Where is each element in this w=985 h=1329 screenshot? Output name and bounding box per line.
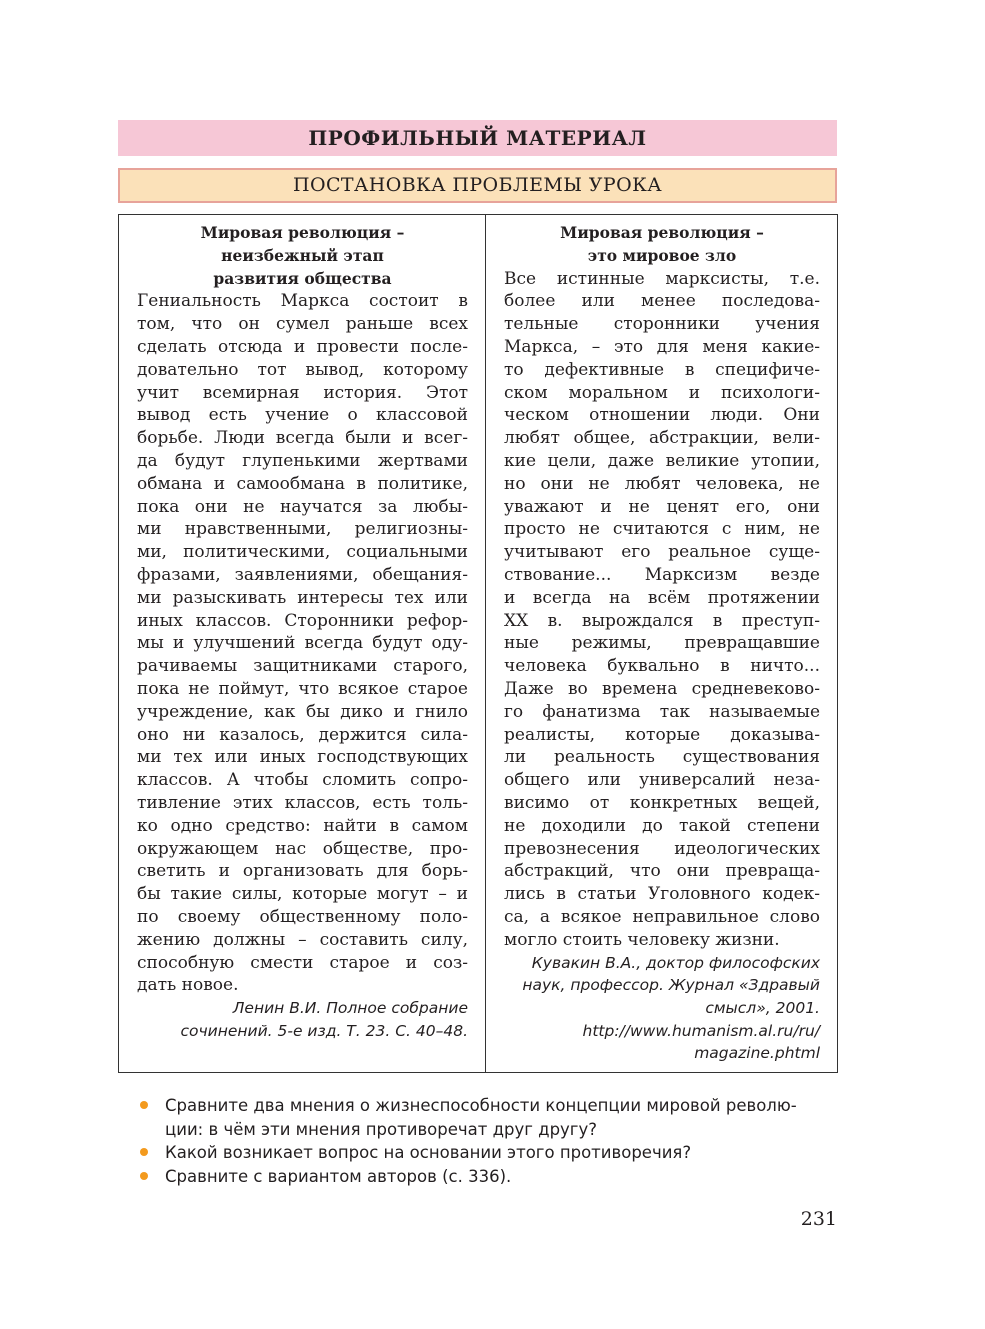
text-line: окружающем нас обществе, про- (137, 838, 468, 859)
text-line: пока они не научатся за любы- (137, 496, 468, 517)
citation-line: Ленин В.И. Полное собрание (232, 999, 468, 1018)
question-line: ции: в чём эти мнения противоречат друг другу? (165, 1119, 597, 1139)
text-line: Гениальность Маркса состоит в (137, 291, 468, 312)
question-text (165, 1165, 840, 1189)
text-line: человека буквально в ничто... (504, 656, 820, 677)
text-line: любят общее, абстракции, вели- (504, 428, 820, 449)
text-line: но они не любят человека, не (504, 473, 820, 494)
citation-line: наук, профессор. Журнал «Здравый (522, 976, 820, 995)
text-line: реалисты, которые доказыва- (504, 724, 820, 745)
citation-line: смысл», 2001. (705, 998, 820, 1017)
question-line: Сравните два мнения о жизнеспособности концепции мировой револю- (165, 1096, 797, 1115)
text-line: ли реальность существования (504, 747, 820, 768)
heading-line: Мировая революция – (200, 223, 405, 242)
question-text (165, 1094, 840, 1141)
text-line: лись в статьи Уголовного кодек- (504, 884, 820, 905)
comparison-table (118, 214, 838, 1073)
text-line: го фанатизма так называемые (504, 701, 820, 722)
text-line: учитывают его реальное суще- (504, 542, 820, 563)
heading-line: это мировое зло (587, 245, 737, 265)
question-line: Сравните с вариантом авторов (с. 336). (165, 1166, 512, 1186)
text-line: учреждение, как бы дико и гнило (137, 701, 468, 722)
lesson-problem-banner: ПОСТАНОВКА ПРОБЛЕМЫ УРОКА (118, 168, 837, 203)
text-line: кие цели, даже великие утопии, (504, 450, 820, 471)
text-line: уважают и не ценят его, они (504, 496, 820, 517)
bullet-icon (140, 1172, 148, 1180)
text-line: учит всемирная история. Этот (137, 382, 468, 403)
heading-line: Мировая революция – (560, 223, 764, 242)
right-column-heading (504, 222, 820, 268)
question-item (140, 1141, 840, 1165)
text-line: не доходили до такой степени (504, 815, 820, 836)
text-line: пока не поймут, что всякое старое (137, 678, 468, 699)
text-line: ко одно средство: найти в самом (137, 815, 468, 836)
text-line: классов. А чтобы сломить сопро- (137, 770, 468, 791)
profile-material-banner: ПРОФИЛЬНЫЙ МАТЕРИАЛ (118, 120, 837, 156)
text-line: том, что он сумел раньше всех (137, 314, 468, 335)
text-line: просто не считаются с ним, не (504, 519, 820, 540)
left-column-heading (137, 222, 468, 290)
question-text (165, 1141, 840, 1165)
text-line: ствование... Марксизм везде (504, 564, 820, 585)
text-line: светить и организовать для борь- (137, 861, 468, 882)
text-line: Маркса, – это для меня какие- (504, 336, 820, 357)
text-line: превознесения идеологических (504, 838, 820, 859)
text-line: ском моральном и психологи- (504, 382, 820, 403)
text-line: и всегда на всём протяжении (504, 587, 820, 608)
bullet-icon (140, 1101, 148, 1109)
text-line: фразами, заявлениями, обещания- (137, 564, 468, 585)
bullet-icon (140, 1148, 148, 1156)
text-line: ческом отношении люди. Они (504, 405, 820, 426)
question-item (140, 1165, 840, 1189)
question-line: Какой возникает вопрос на основании этого противоречия? (165, 1143, 692, 1162)
text-line: способную смести старое и соз- (137, 952, 468, 973)
text-line: общего или универсалий неза- (504, 770, 820, 791)
citation-line: Кувакин В.А., доктор философских (531, 953, 820, 972)
text-line: ми разыскивать интересы тех или (137, 587, 468, 608)
text-line: более или менее последова- (504, 291, 820, 312)
text-line: висимо от конкретных вещей, (504, 792, 820, 813)
text-line: ные режимы, превращавшие (504, 633, 820, 654)
text-line: бы такие силы, которые могут – и (137, 884, 468, 905)
text-line: оно ни казалось, держится сила- (137, 724, 468, 745)
text-line: са, а всякое неправильное слово (504, 906, 820, 927)
text-line: сделать отсюда и провести после- (137, 336, 468, 357)
heading-line: развития общества (213, 268, 392, 288)
text-line: вывод есть учение о классовой (137, 405, 468, 426)
text-line: по своему общественному поло- (137, 906, 468, 927)
text-line: жению должны – составить силу, (137, 929, 468, 950)
text-line: тельные сторонники учения (504, 314, 820, 335)
text-line: ми, политическими, социальными (137, 542, 468, 563)
questions-list (140, 1094, 840, 1188)
right-column-text (504, 268, 820, 952)
text-line: ми тех или иных господствующих (137, 747, 468, 768)
text-line: то дефективные в специфиче- (504, 359, 820, 380)
text-line: могло стоить человеку жизни. (504, 929, 780, 950)
text-line: рачиваемы защитниками старого, (137, 656, 468, 677)
right-column (486, 215, 837, 1072)
question-item (140, 1094, 840, 1141)
text-line: борьбе. Люди всегда были и всег- (137, 428, 468, 449)
text-line: Все истинные марксисты, т.е. (504, 268, 820, 289)
text-line: обмана и самообмана в политике, (137, 473, 468, 494)
page-number: 231 (800, 1208, 837, 1230)
text-line: Даже во времена средневеково- (504, 678, 820, 699)
left-column-citation (137, 997, 468, 1042)
heading-line: неизбежный этап (221, 245, 384, 265)
left-column-text (137, 290, 468, 997)
text-line: да будут глупенькими жертвами (137, 450, 468, 471)
text-line: иных классов. Сторонники рефор- (137, 610, 468, 631)
citation-line: magazine.phtml (694, 1044, 820, 1063)
citation-line: http://www.humanism.al.ru/ru/ (582, 1021, 820, 1040)
text-line: XX в. вырождался в преступ- (504, 610, 820, 631)
left-column (119, 215, 486, 1072)
right-column-citation (504, 952, 820, 1066)
text-line: тивление этих классов, есть толь- (137, 792, 468, 813)
text-line: ми нравственными, религиозны- (137, 519, 468, 540)
text-line: дать новое. (137, 975, 239, 996)
citation-line: сочинений. 5-е изд. Т. 23. С. 40–48. (180, 1021, 468, 1040)
text-line: мы и улучшений всегда будут оду- (137, 633, 468, 654)
text-line: довательно тот вывод, которому (137, 359, 468, 380)
text-line: абстракций, что они превраща- (504, 861, 820, 882)
